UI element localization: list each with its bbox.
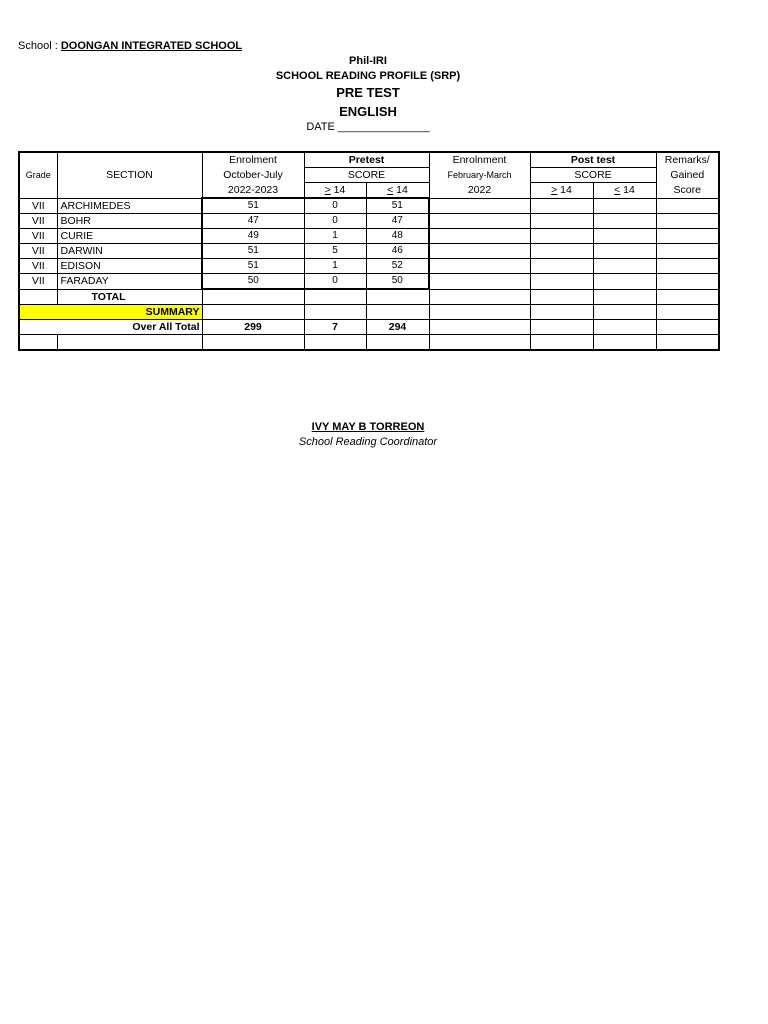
- empty-cell: [57, 335, 202, 351]
- empty-cell: [530, 244, 593, 259]
- le14-cell: 51: [366, 198, 429, 214]
- empty-cell: [429, 289, 530, 305]
- empty-cell: [656, 198, 719, 214]
- score1-header: SCORE: [304, 168, 429, 183]
- empty-cell: [429, 274, 530, 290]
- blank-row: [19, 335, 719, 351]
- enrol-cell: 49: [202, 229, 304, 244]
- subject-title: ENGLISH: [339, 104, 397, 119]
- section-cell: CURIE: [57, 229, 202, 244]
- enrol-cell: 51: [202, 244, 304, 259]
- empty-cell: [202, 289, 304, 305]
- empty-cell: [530, 214, 593, 229]
- summary-highlight: [19, 305, 57, 320]
- empty-cell: [593, 335, 656, 351]
- empty-cell: [593, 229, 656, 244]
- empty-cell: [656, 289, 719, 305]
- overall-le14: 294: [366, 320, 429, 335]
- enrol-cell: 50: [202, 274, 304, 290]
- date-line: DATE _______________: [306, 121, 430, 133]
- le14-cell: 47: [366, 214, 429, 229]
- empty-cell: [19, 289, 57, 305]
- empty-cell: [593, 274, 656, 290]
- empty-cell: [530, 259, 593, 274]
- section-cell: BOHR: [57, 214, 202, 229]
- empty-cell: [656, 274, 719, 290]
- enrolment1-header-a: Enrolment: [202, 152, 304, 168]
- empty-cell: [429, 335, 530, 351]
- score2-header: SCORE: [530, 168, 656, 183]
- enrolment1-header-c: 2022-2023: [202, 183, 304, 199]
- school-name: DOONGAN INTEGRATED SCHOOL: [60, 40, 243, 52]
- grade-cell: VII: [19, 214, 57, 229]
- empty-cell: [530, 305, 593, 320]
- empty-cell: [530, 274, 593, 290]
- section-cell: EDISON: [57, 259, 202, 274]
- empty-cell: [593, 289, 656, 305]
- remarks-header-c: Score: [656, 183, 719, 199]
- empty-cell: [202, 335, 304, 351]
- empty-cell: [202, 305, 304, 320]
- le14-header-1: < 14: [366, 183, 429, 199]
- empty-cell: [19, 335, 57, 351]
- ge14-cell: 0: [304, 198, 366, 214]
- empty-cell: [429, 198, 530, 214]
- empty-cell: [304, 305, 366, 320]
- empty-cell: [593, 198, 656, 214]
- grade-cell: VII: [19, 198, 57, 214]
- empty-cell: [530, 320, 593, 335]
- empty-cell: [19, 320, 57, 335]
- summary-label: SUMMARY: [57, 305, 202, 320]
- empty-cell: [304, 289, 366, 305]
- enrolment2-header-a: Enrolnment: [429, 152, 530, 168]
- overall-enrol: 299: [202, 320, 304, 335]
- school-label: School :: [18, 40, 58, 52]
- overall-total-label: Over All Total: [57, 320, 202, 335]
- enrolment2-header-c: 2022: [429, 183, 530, 199]
- ge14-header-1: > 14: [304, 183, 366, 199]
- ge14-cell: 0: [304, 274, 366, 290]
- empty-cell: [656, 229, 719, 244]
- empty-cell: [656, 214, 719, 229]
- grade-cell: VII: [19, 244, 57, 259]
- table-row: [19, 229, 719, 244]
- empty-cell: [593, 320, 656, 335]
- header-row-1: [19, 152, 719, 168]
- grade-cell: VII: [19, 259, 57, 274]
- section-cell: FARADAY: [57, 274, 202, 290]
- empty-cell: [530, 198, 593, 214]
- empty-cell: [656, 244, 719, 259]
- section-header: SECTION: [57, 152, 202, 198]
- enrol-cell: 51: [202, 259, 304, 274]
- total-label: TOTAL: [57, 289, 202, 305]
- le14-cell: 46: [366, 244, 429, 259]
- empty-cell: [593, 214, 656, 229]
- empty-cell: [429, 214, 530, 229]
- enrolment1-header-b: October-July: [202, 168, 304, 183]
- enrol-cell: 51: [202, 198, 304, 214]
- ge14-cell: 5: [304, 244, 366, 259]
- empty-cell: [366, 289, 429, 305]
- empty-cell: [429, 244, 530, 259]
- pretest-header: Pretest: [304, 152, 429, 168]
- table-row: [19, 214, 719, 229]
- table-row: [19, 198, 719, 214]
- grade-header: Grade: [19, 152, 57, 198]
- ge14-header-2: > 14: [530, 183, 593, 199]
- enrol-cell: 47: [202, 214, 304, 229]
- empty-cell: [429, 320, 530, 335]
- empty-cell: [656, 320, 719, 335]
- remarks-header-a: Remarks/: [656, 152, 719, 168]
- le14-cell: 52: [366, 259, 429, 274]
- empty-cell: [656, 259, 719, 274]
- overall-ge14: 7: [304, 320, 366, 335]
- empty-cell: [530, 229, 593, 244]
- empty-cell: [429, 229, 530, 244]
- empty-cell: [656, 305, 719, 320]
- ge14-cell: 1: [304, 259, 366, 274]
- total-row: [19, 289, 719, 305]
- empty-cell: [366, 335, 429, 351]
- empty-cell: [593, 244, 656, 259]
- posttest-header: Post test: [530, 152, 656, 168]
- empty-cell: [593, 305, 656, 320]
- table-row: [19, 244, 719, 259]
- test-title: PRE TEST: [336, 85, 400, 100]
- summary-row: [19, 305, 719, 320]
- reading-profile-table: [18, 151, 720, 351]
- empty-cell: [530, 335, 593, 351]
- remarks-header-b: Gained: [656, 168, 719, 183]
- school-line: [18, 40, 242, 52]
- grade-cell: VII: [19, 229, 57, 244]
- le14-cell: 50: [366, 274, 429, 290]
- empty-cell: [366, 305, 429, 320]
- le14-header-2: < 14: [593, 183, 656, 199]
- empty-cell: [593, 259, 656, 274]
- coordinator-role: School Reading Coordinator: [298, 436, 438, 448]
- ge14-cell: 1: [304, 229, 366, 244]
- program-title: Phil-IRI: [349, 55, 387, 67]
- empty-cell: [530, 289, 593, 305]
- overall-total-row: [19, 320, 719, 335]
- empty-cell: [429, 259, 530, 274]
- le14-cell: 48: [366, 229, 429, 244]
- grade-cell: VII: [19, 274, 57, 290]
- ge14-cell: 0: [304, 214, 366, 229]
- table-row: [19, 274, 719, 290]
- coordinator-name: IVY MAY B TORREON: [311, 421, 425, 433]
- empty-cell: [429, 305, 530, 320]
- section-cell: ARCHIMEDES: [57, 198, 202, 214]
- section-cell: DARWIN: [57, 244, 202, 259]
- empty-cell: [656, 335, 719, 351]
- profile-title: SCHOOL READING PROFILE (SRP): [275, 70, 461, 82]
- enrolment2-header-b: February-March: [429, 168, 530, 183]
- empty-cell: [304, 335, 366, 351]
- table-row: [19, 259, 719, 274]
